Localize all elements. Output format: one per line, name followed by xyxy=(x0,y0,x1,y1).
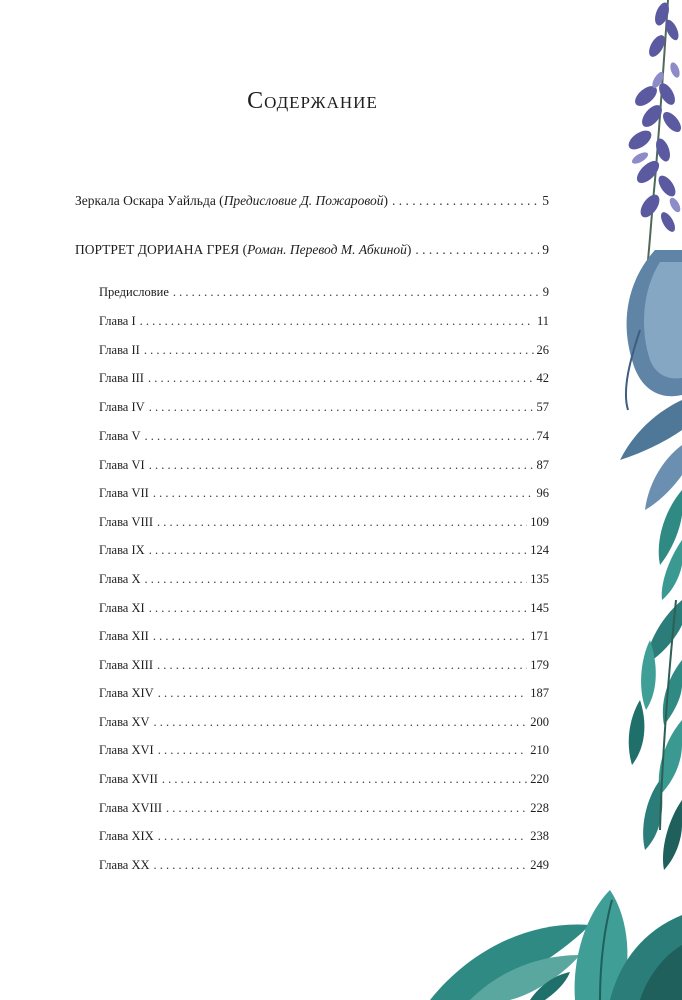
chapter-label: Глава XV xyxy=(99,715,150,729)
dot-leader xyxy=(149,599,528,617)
toc-chapter-13[interactable] xyxy=(99,656,549,674)
page-number: 57 xyxy=(536,400,549,414)
chapter-label: Глава XVIII xyxy=(99,801,163,815)
toc-chapter-10[interactable] xyxy=(99,570,549,588)
toc-chapter-16[interactable] xyxy=(99,741,549,759)
page-number: 96 xyxy=(536,486,549,500)
toc-chapter-1[interactable] xyxy=(99,312,549,330)
chapter-label: Глава X xyxy=(99,572,141,586)
chapter-label: Глава XI xyxy=(99,601,145,615)
dot-leader xyxy=(145,427,534,445)
toc-chapter-11[interactable] xyxy=(99,599,549,617)
dot-leader xyxy=(145,570,528,588)
dot-leader xyxy=(392,192,539,210)
chapter-label: Предисловие xyxy=(99,285,169,299)
toc-chapter-3[interactable] xyxy=(99,369,549,387)
page-number: 228 xyxy=(530,801,549,815)
dot-leader xyxy=(157,513,527,531)
dot-leader xyxy=(149,541,528,559)
dot-leader xyxy=(148,369,534,387)
page-number: 124 xyxy=(530,543,549,557)
chapter-label: Глава IX xyxy=(99,543,145,557)
dot-leader xyxy=(149,456,534,474)
chapter-label: Глава II xyxy=(99,343,140,357)
chapter-label: Глава VIII xyxy=(99,515,153,529)
dot-leader xyxy=(154,713,528,731)
page-number: 9 xyxy=(542,285,549,299)
chapter-label: Глава XVII xyxy=(99,772,158,786)
dot-leader xyxy=(158,684,528,702)
toc-chapter-15[interactable] xyxy=(99,713,549,731)
toc-chapter-8[interactable] xyxy=(99,513,549,531)
toc-chapter-20[interactable] xyxy=(99,856,549,874)
chapter-label: Глава VII xyxy=(99,486,149,500)
page-number: 145 xyxy=(530,601,549,615)
toc-chapter-6[interactable] xyxy=(99,456,549,474)
toc-entry-label: ПОРТРЕТ ДОРИАНА ГРЕЯ (Роман. Перевод М. Абкиной) xyxy=(75,242,412,257)
chapter-label: Глава XX xyxy=(99,858,150,872)
toc-entry-foreword-essay[interactable] xyxy=(75,192,549,210)
page-number: 26 xyxy=(536,343,549,357)
dot-leader xyxy=(157,656,527,674)
toc-chapter-17[interactable] xyxy=(99,770,549,788)
page-number: 179 xyxy=(530,658,549,672)
page-number: 109 xyxy=(530,515,549,529)
chapter-label: Глава XIV xyxy=(99,686,154,700)
toc-chapter-19[interactable] xyxy=(99,827,549,845)
toc-chapter-5[interactable] xyxy=(99,427,549,445)
dot-leader xyxy=(166,799,527,817)
dot-leader xyxy=(415,241,539,259)
page-number: 210 xyxy=(530,743,549,757)
page-number: 135 xyxy=(530,572,549,586)
toc-chapter-7[interactable] xyxy=(99,484,549,502)
dot-leader xyxy=(149,398,534,416)
page-number: 249 xyxy=(530,858,549,872)
dot-leader xyxy=(173,283,540,301)
chapter-label: Глава XIX xyxy=(99,829,154,843)
dot-leader xyxy=(158,827,528,845)
page-title: Содержание xyxy=(247,88,378,114)
toc-chapter-preface[interactable] xyxy=(99,283,549,301)
toc-chapter-4[interactable] xyxy=(99,398,549,416)
page-number: 187 xyxy=(530,686,549,700)
dot-leader xyxy=(162,770,527,788)
page-number: 42 xyxy=(536,371,549,385)
page-number: 11 xyxy=(536,314,549,328)
page-number: 238 xyxy=(530,829,549,843)
chapter-label: Глава XIII xyxy=(99,658,153,672)
toc-entry-novel[interactable] xyxy=(75,241,549,259)
page-number: 9 xyxy=(542,242,549,257)
dot-leader xyxy=(158,741,528,759)
page-number: 87 xyxy=(536,458,549,472)
chapter-label: Глава XII xyxy=(99,629,149,643)
toc-chapter-2[interactable] xyxy=(99,341,549,359)
chapter-label: Глава VI xyxy=(99,458,145,472)
chapter-label: Глава IV xyxy=(99,400,145,414)
page-number: 220 xyxy=(530,772,549,786)
page-number: 5 xyxy=(542,193,549,208)
page-number: 74 xyxy=(536,429,549,443)
toc-chapter-12[interactable] xyxy=(99,627,549,645)
page-number: 171 xyxy=(530,629,549,643)
toc-entry-label: Зеркала Оскара Уайльда (Предисловие Д. Пожаровой) xyxy=(75,193,389,208)
chapter-label: Глава I xyxy=(99,314,136,328)
dot-leader xyxy=(154,856,528,874)
toc-chapter-9[interactable] xyxy=(99,541,549,559)
chapter-label: Глава III xyxy=(99,371,144,385)
chapter-label: Глава XVI xyxy=(99,743,154,757)
dot-leader xyxy=(153,627,527,645)
chapter-label: Глава V xyxy=(99,429,141,443)
toc-chapter-14[interactable] xyxy=(99,684,549,702)
dot-leader xyxy=(144,341,534,359)
toc-chapter-18[interactable] xyxy=(99,799,549,817)
dot-leader xyxy=(140,312,534,330)
page-number: 200 xyxy=(530,715,549,729)
dot-leader xyxy=(153,484,534,502)
